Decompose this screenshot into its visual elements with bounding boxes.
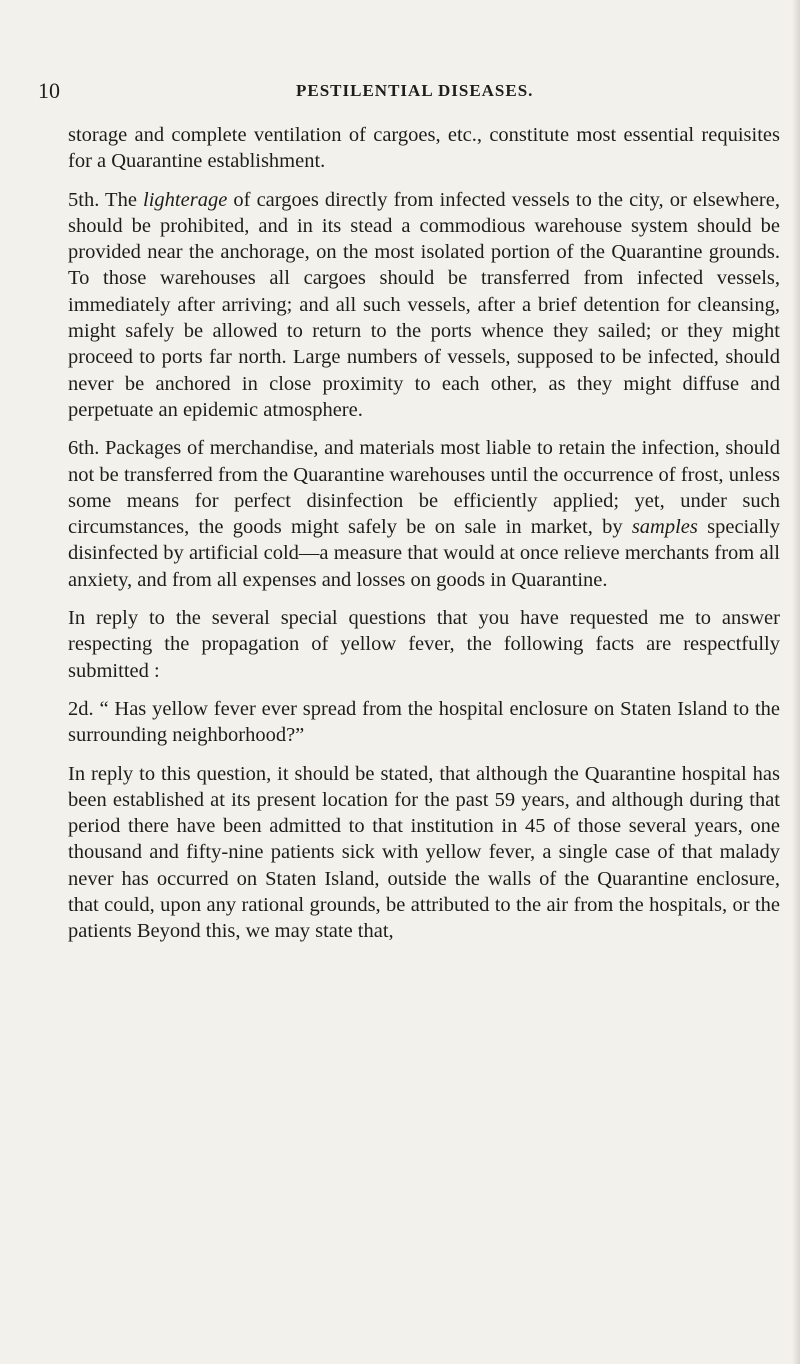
- paragraph-6th: [68, 435, 780, 593]
- paragraph-5th: [68, 187, 780, 424]
- running-title: PESTILENTIAL DISEASES.: [296, 81, 534, 100]
- paragraph-reply-intro: [68, 605, 780, 684]
- italic-term: samples: [631, 516, 698, 539]
- paragraph-text: of cargoes directly from infected vessels to the city, or elsewhere, should be prohibited, and in its stead a commodious warehouse system should be provided near the anchorage, on the most isolated portion of the Quarantine grounds. To those warehouses all cargoes should be transferred from infected vessels, immediately after arriving; and all such vessels, after a brief detention for cleansing, might safely be allowed to return to the ports whence they sailed; or they might proceed to ports far north. Large numbers of vessels, supposed to be infected, should never be anchored in close proximity to each other, as they might diffuse and perpetuate an epidemic atmosphere.: [68, 188, 780, 421]
- paragraph-answer: [68, 761, 780, 945]
- paragraph-text: 2d. “ Has yellow fever ever spread from the hospital enclosure on Staten Island to the surrounding neighborhood?”: [68, 697, 780, 747]
- body-text: [68, 122, 780, 957]
- italic-term: lighterage: [143, 188, 228, 211]
- paragraph-continuation: [68, 122, 780, 175]
- paragraph-text: storage and complete ventilation of cargoes, etc., constitute most essential requisites for a Quarantine establishment.: [68, 124, 780, 173]
- paragraph-text: In reply to this question, it should be stated, that although the Quarantine hospital has been established at its present location for the past 59 years, and although during that period there have been admitted to that institution in 45 of those several years, one thousand and fifty-nine patients sick with yellow fever, a single case of that malady never has occurred on Staten Island, outside the walls of the Quarantine enclosure, that could, upon any rational grounds, be attributed to the air from the hospitals, or the patients Beyond this, we may state that,: [68, 762, 780, 943]
- paragraph-text: In reply to the several special questions that you have requested me to answer respecting the propagation of yellow fever, the following facts are respectfully submitted :: [68, 607, 780, 682]
- page-number: 10: [38, 78, 60, 103]
- paragraph-prefix: 6th. Packages of merchandise, and materials most liable to retain the infection, should not be transferred from the Quarantine warehouses until the occurrence of frost, unless some means for perfect disinfection be efficiently applied; yet, under such circumstances, the goods might safely be on sale in market, by: [68, 437, 780, 539]
- page-edge-shadow: [792, 0, 800, 1364]
- paragraph-text: specially disinfected by artificial cold—a measure that would at once relieve merchants from all anxiety, and from all expenses and losses on goods in Quarantine.: [68, 516, 780, 591]
- paragraph-question-2d: [68, 696, 780, 749]
- running-head: [38, 78, 768, 108]
- paragraph-prefix: 5th. The: [68, 188, 144, 211]
